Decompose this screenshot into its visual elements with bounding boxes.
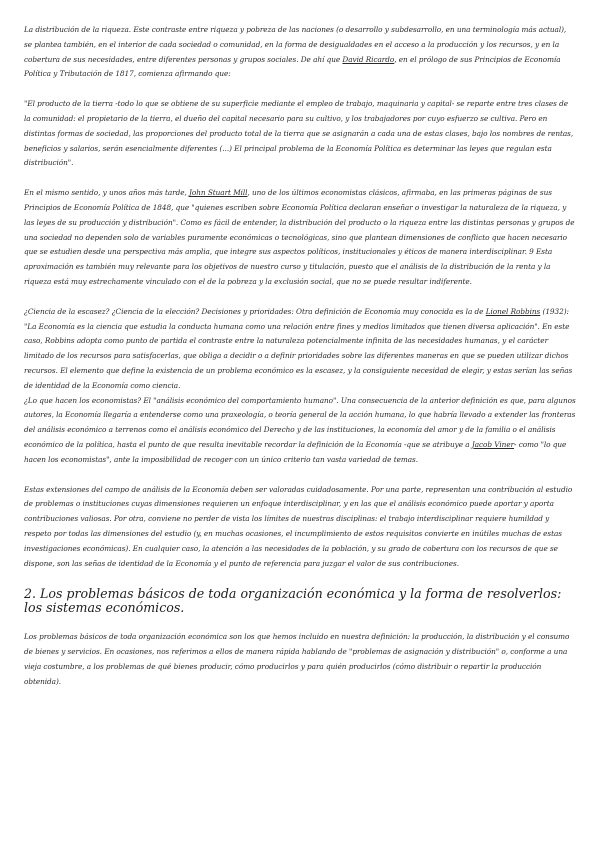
link-jacob-viner[interactable]: Jacob Viner: [471, 439, 515, 449]
paragraph-mill: [24, 186, 576, 290]
paragraph-text: En el mismo sentido, y unos años más tarde,: [24, 188, 190, 198]
paragraph-robbins: [24, 305, 576, 394]
paragraph-text: - como "lo que hacen los economistas", ante la imposibilidad de recoger con un único criterio tan vasta variedad de temas.: [24, 439, 567, 464]
paragraph-text: , uno de los últimos economistas clásicos, afirmaba, en las primeras páginas de sus Principios de Economía Política de 1848, que "quienes escriben sobre Economía Política declaran enseñar o investigar la naturaleza de la riqueza, y las leyes de su producción y distribución". Como es fácil de entender, la distribución del producto o la riqueza entre las distintas personas y grupos de una sociedad no dependen solo de variables puramente económicas o tecnológicas, sino que plantean dimensiones de conflicto que hacen necesario que se estudien desde una perspectiva más amplia, que integre sus aspectos políticos, institucionales y éticos de manera interdisciplinar. 9 Esta aproximación es también muy relevante para los objetivos de nuestro curso y titulación, puesto que el análisis de la distribución de la renta y la riqueza está muy estrechamente vinculado con el de la pobreza y la exclusión social, que no se puede resultar indiferente.: [24, 188, 575, 286]
paragraph-text: (1932): "La Economía es la ciencia que estudia la conducta humana como una relación entre fines y medios limitados que tienen diversa aplicación". En este caso, Robbins adopta como punto de partida el contraste entre la naturaleza potencialmente infinita de las necesidades humanas, y el carácter limitado de los recursos para satisfacerlas, que obliga a decidir o a definir prioridades sobre las diferentes maneras en que se pueden utilizar dichos recursos. El elemento que define la existencia de un problema económico es la escasez, y la consiguiente necesidad de elegir, y estas serían las señas de identidad de la Economía como ciencia.: [24, 306, 573, 390]
paragraph-riqueza: [24, 23, 576, 82]
paragraph-problemas-basicos: Los problemas básicos de toda organización económica son los que hemos incluido en nuestra definición: la producción, la distribución y el consumo de bienes y servicios. En ocasiones, nos referimos a ellos de manera rápida hablando de "problemas de asignación y distribución" o, conforme a una vieja costumbre, a los problemas de qué bienes producir, cómo producirlos y para quién producirlos (cómo distribuir o repartir la producción obtenida).: [24, 632, 570, 686]
link-david-ricardo[interactable]: David Ricardo: [342, 54, 395, 64]
paragraph-economistas: [24, 394, 576, 468]
paragraph-text: La distribución de la riqueza. Este contraste entre riqueza y pobreza de las naciones (o desarrollo y subdesarrollo, en una terminología más actual), se plantea también, en el interior de cada sociedad o comunidad, en la forma de desigualdades en el acceso a la producción y los recursos, y en la cobertura de sus necesidades, entre diferentes personas y grupos sociales. De ahí que: [24, 25, 567, 64]
paragraph-text: ¿Lo que hacen los economistas? El "análisis económico del comportamiento humano". Una consecuencia de la anterior definición es que, para algunos autores, la Economía llegaría a entenderse como una praxeología, o teoría general de la acción humana, lo que habría llevado a extender las fronteras del análisis económico a terrenos como el análisis económico del Derecho y de las instituciones, la economía del amor y de la familia o el análisis económico de la política, hasta el punto de que resulta inevitable recordar la definición de la Economía -que se atribuye a: [24, 395, 576, 449]
link-lionel-robbins[interactable]: Lionel Robbins: [485, 306, 541, 316]
link-john-stuart-mill[interactable]: John Stuart Mill: [189, 188, 248, 198]
quote-ricardo: "El producto de la tierra -todo lo que se obtiene de su superficie mediante el empleo de trabajo, maquinaria y capital- se reparte entre tres clases de la comunidad: el propietario de la tierra, el dueño del capital necesario para su cultivo, y los trabajadores por cuyo esfuerzo se cultiva. Pero en distintas formas de sociedad, las proporciones del producto total de la tierra que se asignarán a cada una de estas clases, bajo los nombres de rentas, beneficios y salarios, serán esencialmente diferentes (...) El principal problema de la Economía Política es determinar las leyes que regulan esta distribución".: [24, 99, 574, 168]
paragraph-text: ¿Ciencia de la escasez? ¿Ciencia de la elección? Decisiones y prioridades: Otra definición de Economía muy conocida es la de: [24, 306, 486, 316]
paragraph-extensiones: Estas extensiones del campo de análisis de la Economía deben ser valoradas cuidadosamente. Por una parte, representan una contribución al estudio de problemas o instituciones cuyas dimensiones requieren un enfoque interdisciplinar, y en las que el análisis económico puede aportar y aporta contribuciones valiosas. Por otra, conviene no perder de vista los límites de nuestras disciplinas: el trabajo interdisciplinar requiere humildad y respeto por todas las dimensiones del estudio (y, en muchas ocasiones, el incumplimiento de estos requisitos convierte en inútiles muchas de estas investigaciones económicas). En cualquier caso, la atención a las necesidades de la población, y su grado de cobertura con los recursos de que se dispone, son las señas de identidad de la Economía y el punto de referencia para juzgar el valor de sus contribuciones.: [24, 484, 573, 568]
section-heading: 2. Los problemas básicos de toda organización económica y la forma de resolverlos: los sistemas económicos.: [24, 586, 562, 616]
paragraph-text: , en el prólogo de sus Principios de Economía Política y Tributación de 1817, comienza afirmando que:: [24, 54, 561, 79]
